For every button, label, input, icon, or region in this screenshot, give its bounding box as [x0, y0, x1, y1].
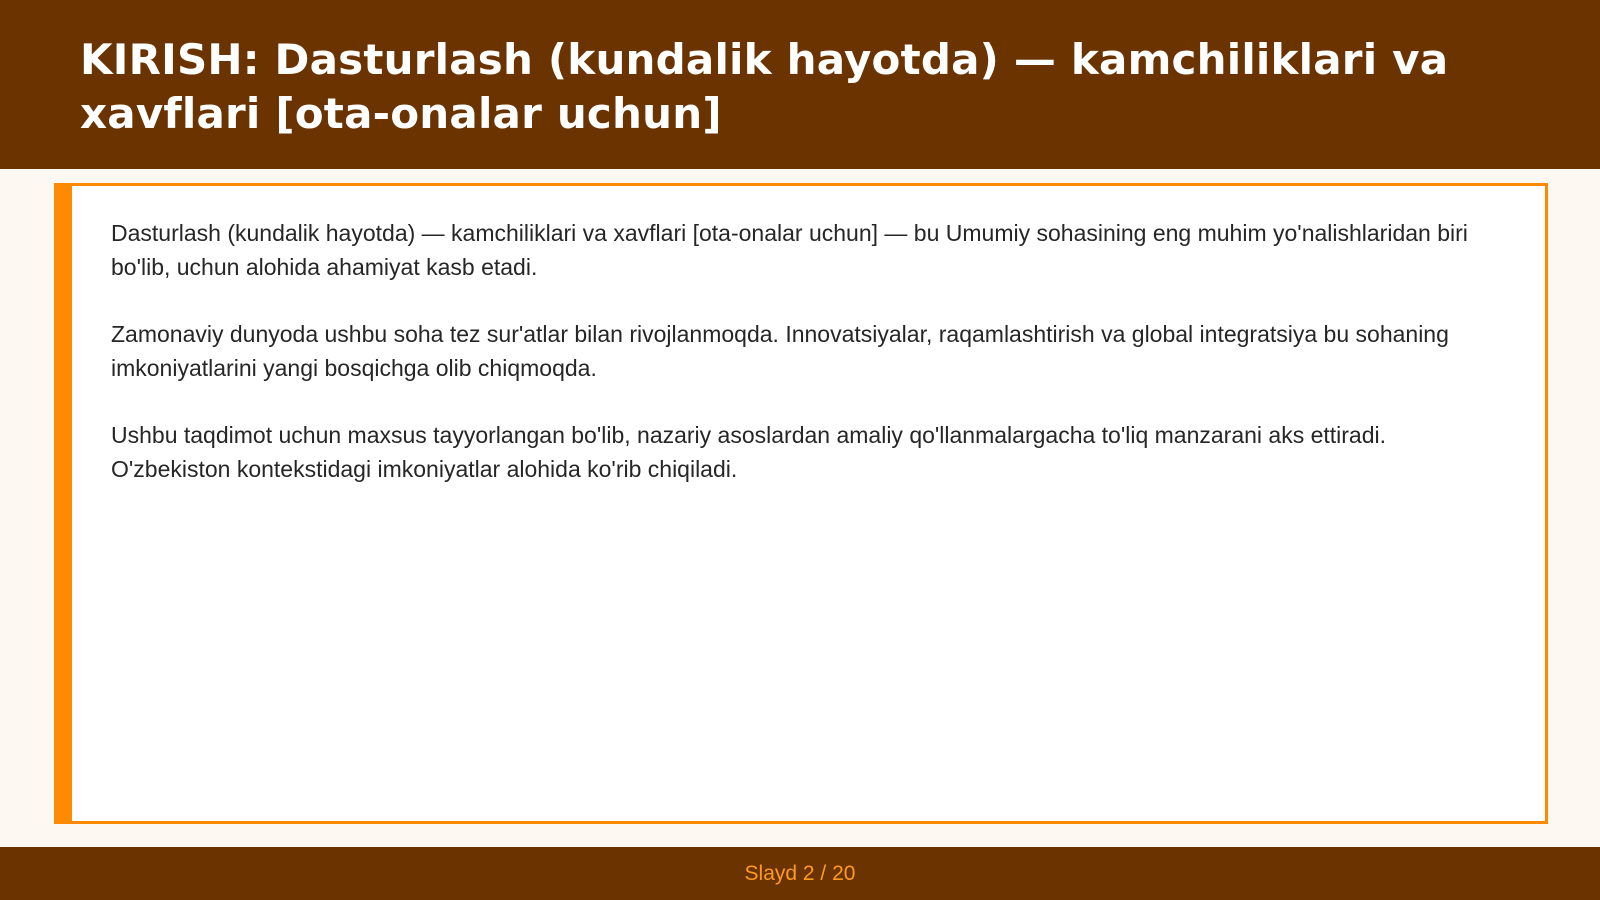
- intro-paragraph: Dasturlash (kundalik hayotda) — kamchiliklari va xavflari [ota-onalar uchun] — bu Umumiy sohasining eng muhim yo'nalishlaridan biri bo'lib, uchun alohida ahamiyat kasb etadi.: [111, 220, 1468, 280]
- slide-header: [0, 0, 1600, 169]
- development-paragraph: Zamonaviy dunyoda ushbu soha tez sur'atlar bilan rivojlanmoqda. Innovatsiyalar, raqamlashtirish va global integratsiya bu sohaning imkoniyatlarini yangi bosqichga olib chiqmoqda.: [111, 321, 1449, 381]
- purpose-paragraph: Ushbu taqdimot uchun maxsus tayyorlangan bo'lib, nazariy asoslardan amaliy qo'llanmalargacha to'liq manzarani aks ettiradi. O'zbekiston kontekstidagi imkoniyatlar alohida ko'rib chiqiladi.: [111, 422, 1387, 482]
- content-panel: [54, 183, 1548, 824]
- slide-footer: [0, 847, 1600, 900]
- slide-title: KIRISH: Dasturlash (kundalik hayotda) — kamchiliklari va xavflari [ota-onalar uchun]: [80, 35, 1449, 138]
- slide-counter: Slayd 2 / 20: [744, 861, 856, 885]
